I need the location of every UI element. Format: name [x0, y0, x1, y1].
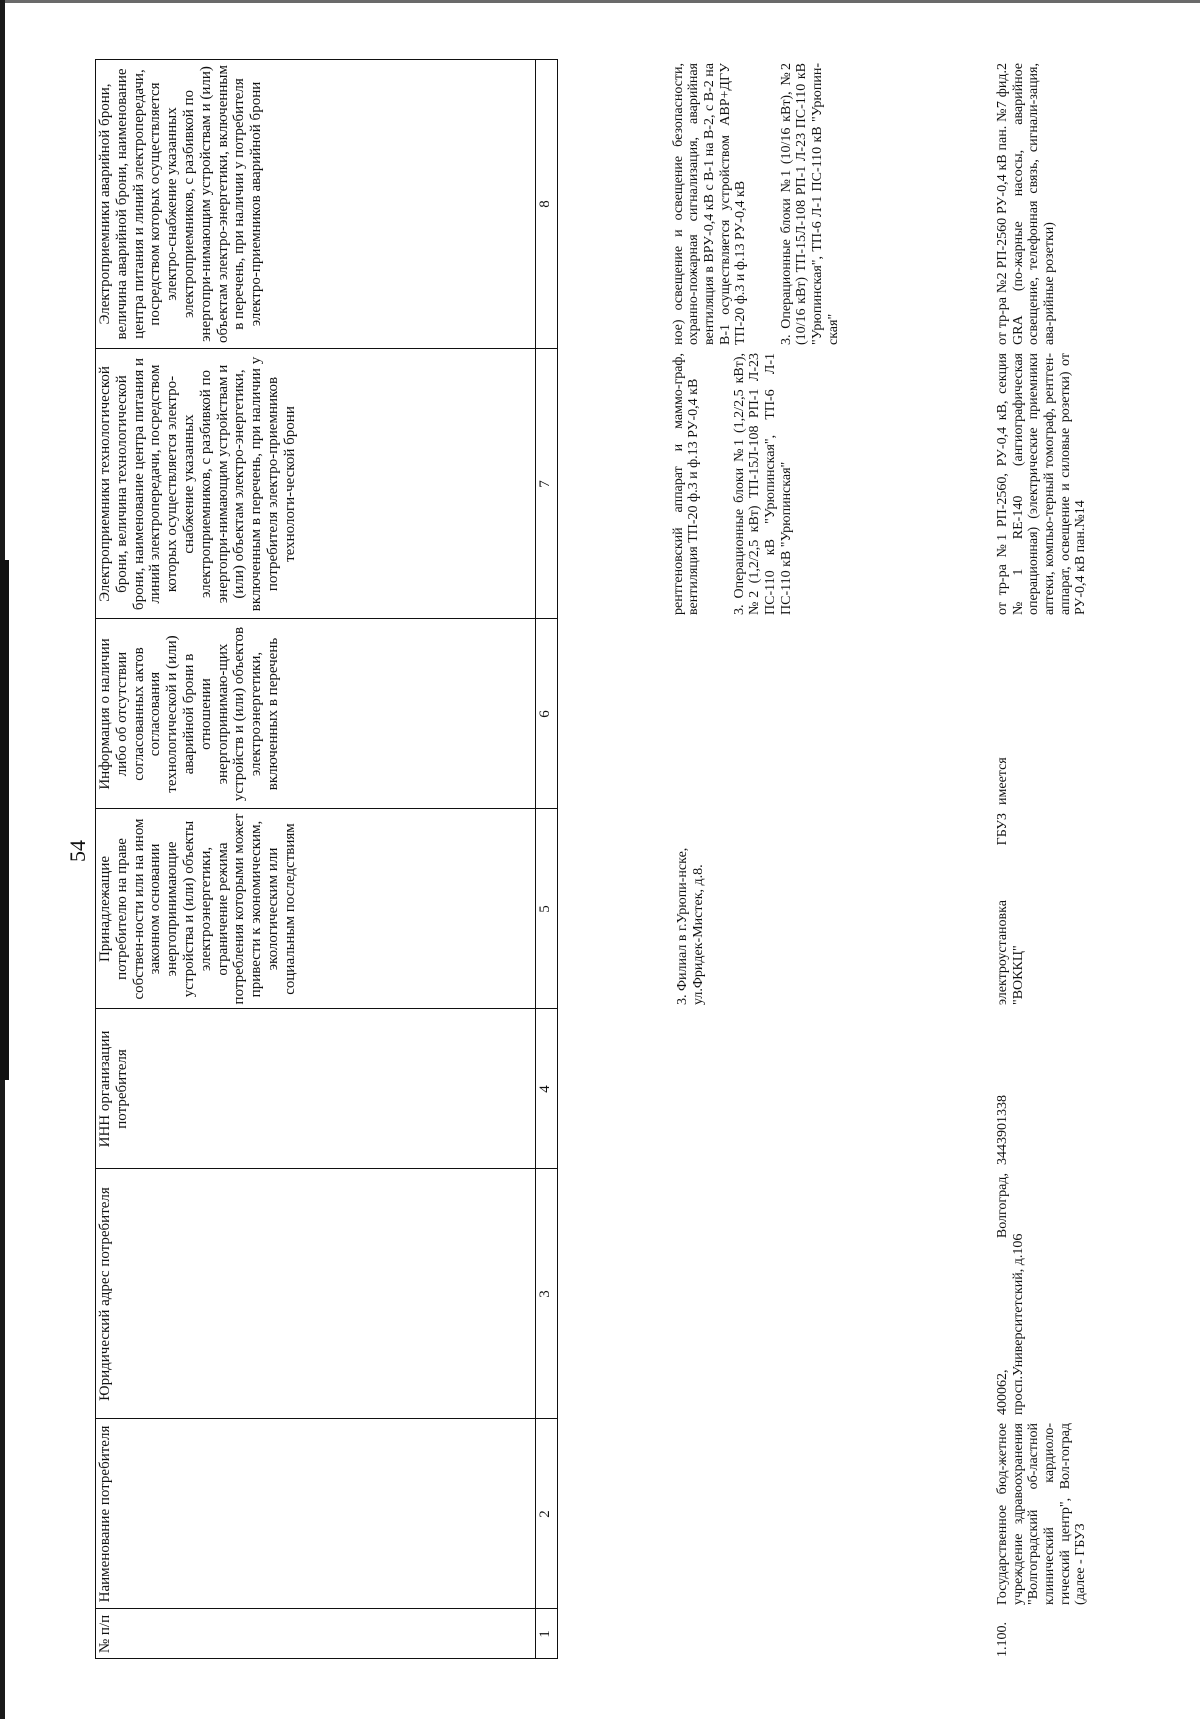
row1-num: 1.100.	[995, 1622, 1010, 1657]
column-divider	[95, 1418, 557, 1419]
header-objects: Принадлежащие потребителю на праве собствен-ности или на ином законном основании энергопринимающие устройства и (или) объекты электроэнергетики, ограничение режима потребления которыми может привести к экономическим, экологическим или социальным последствиям	[97, 813, 298, 1005]
column-divider	[95, 59, 557, 60]
header-address: Юридический адрес потребителя	[97, 1187, 113, 1401]
table-numbers-bottom-border	[557, 59, 558, 1659]
row0-emergency-part2: 3. Операционные блоки №1 (10/16 кВт), №2 (10/16 кВт) ТП-15Л-108 РП-1 Л-23 ПС-110 кВ "Урюпинская", ТП-6 Л-1 ПС-110 кВ "Урюпин-ская"	[778, 63, 841, 345]
table-top-border	[95, 59, 96, 1659]
row1-emergency-electroreceivers: от тр-ра №2 РП-2560 РУ-0,4 кВ пан. №7 фид.2 GRA (по-жарные насосы, аварийное освещение, телефонная связь, сигнали-зация, ава-рийные розетки)	[995, 63, 1058, 345]
page-number: 54	[65, 840, 90, 862]
column-number: 5	[537, 905, 553, 913]
column-divider	[95, 1608, 557, 1609]
row0-tech-electroreceivers	[655, 349, 825, 619]
scan-edge-left-dark	[0, 560, 9, 1080]
header-tech: Электроприемники технологической брони, величина технологической брони, наименование центра питания и линий электропередачи, посредством которых осуществляется электро-снабжение указанных электроприемников, с разбивкой по энергопри-нимающим устройствам и (или) объектам электро-энергетики, включенным в перечень, при наличии у потребителя электро-приемников технологи-ческой брони	[97, 356, 298, 612]
row1-legal-address: 400062, Волгоград, просп.Университетский, д.106	[995, 1173, 1026, 1415]
column-number: 8	[537, 200, 553, 208]
header-num: № п/п	[97, 1614, 113, 1654]
header-info: Информация о наличии либо об отсутствии согласованных актов согласования технологической и (или) аварийной брони в отношении энергопринимаю-щих устройств и (или) объектов электроэнергетики, включенных в перечень	[97, 626, 281, 802]
column-divider	[95, 1168, 557, 1169]
column-divider	[95, 808, 557, 809]
scan-edge-top	[0, 0, 1200, 3]
column-number: 6	[537, 710, 553, 718]
column-number: 7	[537, 480, 553, 488]
row0-tech-part2: 3. Операционные блоки №1 (1,2/2,5 кВт), №2 (1,2/2,5 кВт) ТП-15Л-108 РП-1 Л-23 ПС-110 кВ "Урюпинская", ТП-6 Л-1 ПС-110 кВ "Урюпинская"	[731, 353, 794, 615]
header-name: Наименование потребителя	[97, 1425, 113, 1603]
row0-emergency-electroreceivers	[655, 59, 885, 349]
row1-objects: электроустановка ГБУЗ "ВОККЦ"	[995, 813, 1026, 1005]
column-divider	[95, 1658, 557, 1659]
row1-inn: 3443901338	[995, 1095, 1010, 1165]
table-header-bottom-border	[535, 59, 536, 1659]
column-divider	[95, 348, 557, 349]
row0-emergency-part1: ное) освещение и освещение безопасности, охранно-пожарная сигнализация, аварийная вентиляция в ВРУ-0,4 кВ с В-1 на В-2, с В-2 на В-1 осуществляется устройством АВР+ДГУ ТП-20 ф.3 и ф.13 РУ-0,4 кВ	[670, 63, 749, 345]
paragraph-gap	[702, 353, 716, 615]
column-divider	[95, 618, 557, 619]
column-number: 2	[537, 1510, 553, 1518]
rotated-table	[95, 59, 1155, 1659]
header-emergency: Электроприемники аварийной брони, величина аварийной брони, наименование центра питания и линий электропередачи, посредством которых осуществляется электро-снабжение указанных электроприемников, с разбивкой по энергопри-нимающим устройствам и (или) объектам электро-энергетики, включенным в перечень, при наличии у потребителя электро-приемников аварийной брони	[97, 65, 265, 343]
row1-tech-electroreceivers: от тр-ра №1 РП-2560, РУ-0,4 кВ, секция №1 RE-140 (ангиографическая операционная) (электрические приемники аптеки, компью-терный томограф, рентген-аппарат, освещение и силовые розетки) от РУ-0,4 кВ пан.№14	[995, 353, 1089, 615]
row0-tech-part1: рентгеновский аппарат и маммо-граф, вентиляция ТП-20 ф.3 и ф.13 РУ-0,4 кВ	[670, 353, 702, 615]
row0-objects: 3. Филиал в г.Урюпи-нске, ул.Фридек-Мистек, д.8.	[675, 847, 706, 1005]
row1-info: имеется	[995, 757, 1010, 805]
header-inn: ИНН организации потребителя	[97, 1030, 130, 1148]
column-number: 4	[537, 1085, 553, 1093]
paragraph-gap	[749, 63, 763, 345]
column-number: 1	[537, 1630, 553, 1638]
row1-consumer-name: Государственное бюд-жетное учреждение здравоохранения "Волгоградский об-ластной клинический кардиоло-гический центр", Вол-гоград (далее - ГБУЗ	[995, 1423, 1089, 1605]
column-divider	[95, 1008, 557, 1009]
column-number: 3	[537, 1290, 553, 1298]
